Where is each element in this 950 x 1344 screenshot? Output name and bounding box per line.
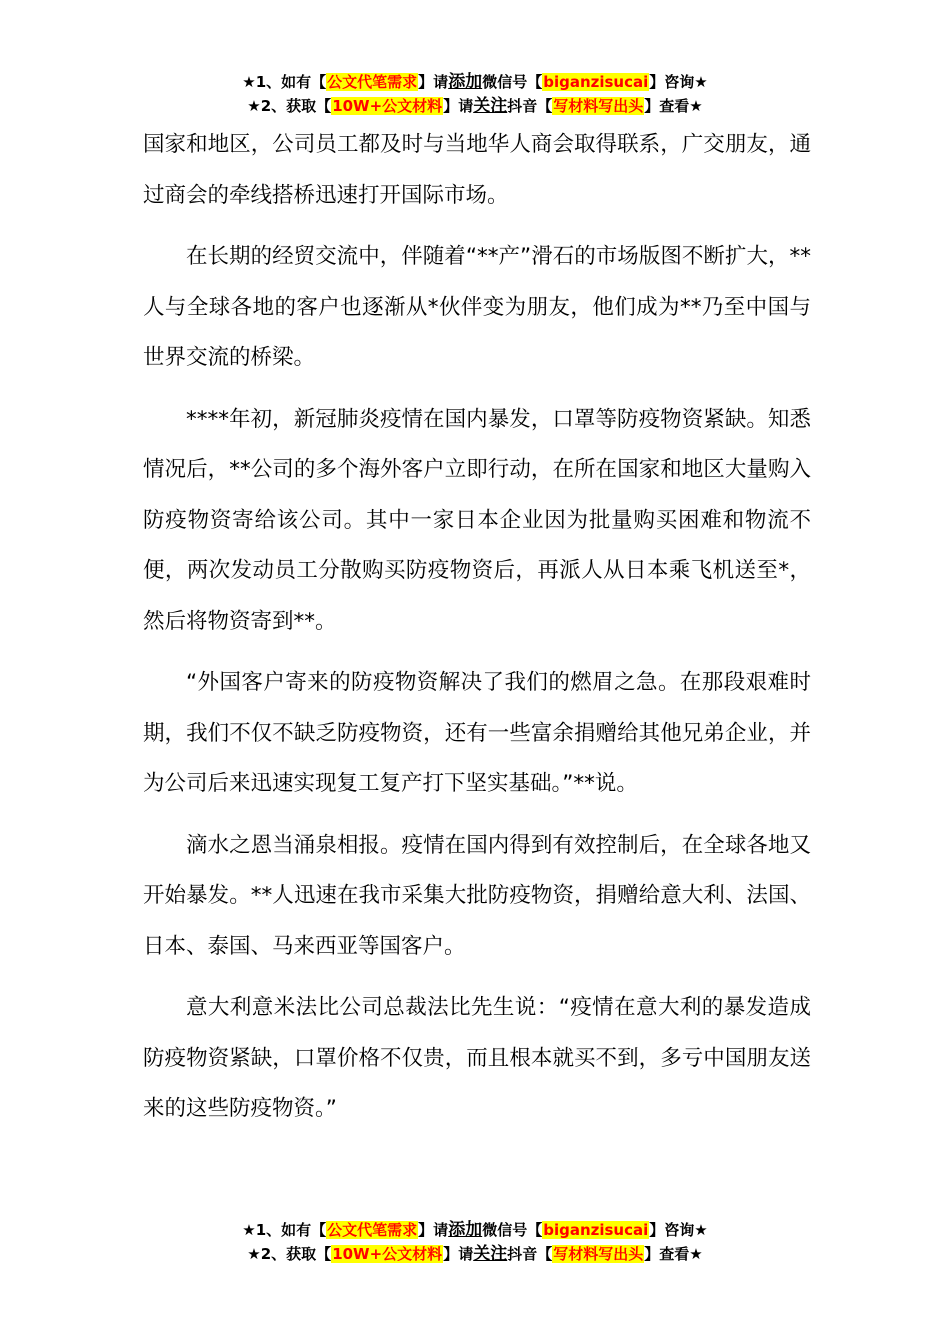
ad-text: 】咨询★ [649,1221,708,1239]
ad-emphasis-add: 添加 [448,1220,483,1240]
ad-emphasis-follow: 关注 [473,1244,508,1264]
ad-text: 】请 [443,1245,474,1263]
body-paragraph: 滴水之恩当涌泉相报。疫情在国内得到有效控制后，在全球各地又开始暴发。**人迅速在我市采集大批防疫物资，捐赠给意大利、法国、日本、泰国、马来西亚等国客户。 [143,832,811,959]
header-ad-banner [0,70,950,118]
ad-text: 】咨询★ [649,73,708,91]
ad-emphasis-add: 添加 [448,72,483,92]
ad-text: ★2、获取【 [247,97,332,115]
ad-text: 微信号【 [482,73,543,91]
ad-highlight-materials: 10W+公文材料 [332,97,443,115]
header-ad-line-2 [0,94,950,118]
ad-text: 】请 [418,1221,449,1239]
ad-highlight-service: 公文代笔需求 [327,1221,418,1239]
ad-highlight-wechat-id: biganzisucai [543,73,649,91]
ad-text: 】请 [443,97,474,115]
ad-emphasis-follow: 关注 [473,96,508,116]
ad-text: ★1、如有【 [242,73,327,91]
ad-text: ★2、获取【 [247,1245,332,1263]
body-paragraph: 国家和地区，公司员工都及时与当地华人商会取得联系，广交朋友，通过商会的牵线搭桥迅速打开国际市场。 [143,132,811,208]
ad-highlight-service: 公文代笔需求 [327,73,418,91]
ad-text: 微信号【 [482,1221,543,1239]
ad-highlight-douyin-account: 写材料写出头 [553,1245,644,1263]
body-paragraph: 在长期的经贸交流中，伴随着“**产”滑石的市场版图不断扩大，**人与全球各地的客户也逐渐从*伙伴变为朋友，他们成为**乃至中国与世界交流的桥梁。 [143,244,811,370]
ad-highlight-douyin-account: 写材料写出头 [553,97,644,115]
document-body [143,120,811,1146]
ad-text: 】查看★ [644,97,703,115]
ad-highlight-materials: 10W+公文材料 [332,1245,443,1263]
body-paragraph: ****年初，新冠肺炎疫情在国内暴发，口罩等防疫物资紧缺。知悉情况后，**公司的多个海外客户立即行动，在所在国家和地区大量购入防疫物资寄给该公司。其中一家日本企业因为批量购买困难和物流不便，两次发动员工分散购买防疫物资后，再派人从日本乘飞机送至*，然后将物资寄到**。 [143,406,811,634]
footer-ad-banner [0,1218,950,1266]
ad-text: 】查看★ [644,1245,703,1263]
footer-ad-line-2 [0,1242,950,1266]
body-paragraph: “外国客户寄来的防疫物资解决了我们的燃眉之急。在那段艰难时期，我们不仅不缺乏防疫物资，还有一些富余捐赠给其他兄弟企业，并为公司后来迅速实现复工复产打下坚实基础。”**说。 [143,670,811,796]
header-ad-line-1 [0,70,950,94]
ad-text: 抖音【 [507,1245,553,1263]
ad-text: ★1、如有【 [242,1221,327,1239]
body-paragraph: 意大利意米法比公司总裁法比先生说：“疫情在意大利的暴发造成防疫物资紧缺，口罩价格不仅贵，而且根本就买不到，多亏中国朋友送来的这些防疫物资。” [143,995,811,1121]
ad-text: 】请 [418,73,449,91]
ad-highlight-wechat-id: biganzisucai [543,1221,649,1239]
footer-ad-line-1 [0,1218,950,1242]
ad-text: 抖音【 [507,97,553,115]
